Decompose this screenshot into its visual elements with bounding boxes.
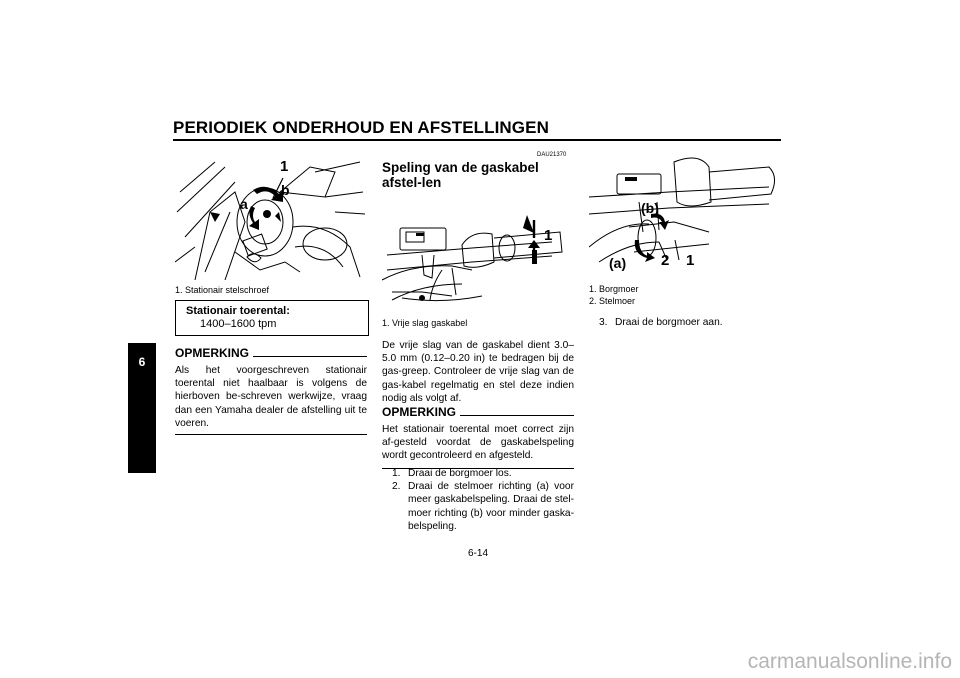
spec-label: Stationair toerental: <box>186 305 290 317</box>
step-item <box>599 316 781 329</box>
figure-caption: 1. Stationair stelschroef <box>175 285 270 295</box>
page-title: PERIODIEK ONDERHOUD EN AFSTELLINGEN <box>173 118 549 137</box>
note-heading-rule <box>253 356 367 357</box>
note-text: Het stationair toerental moet correct zijn af-gesteld voordat de gaskabelspeling wordt gecontroleerd en afgesteld. <box>382 424 574 462</box>
note-heading-text: OPMERKING <box>175 346 250 360</box>
label-b: b <box>281 182 290 198</box>
document-code: DAU21370 <box>537 152 567 158</box>
page-number: 6-14 <box>468 548 489 559</box>
throttle-body-drawing <box>175 152 365 280</box>
throttle-grip-illustration <box>382 200 574 312</box>
step-list <box>599 316 781 329</box>
label-a: (a) <box>609 255 627 271</box>
step-text: Draai de borgmoer aan. <box>615 317 723 328</box>
note-text: Als het voorgeschreven stationair toerental niet haalbaar is volgens de hierboven be-schreven werkwijze, vraag dan een Yamaha dealer de afstelling uit te voeren. <box>175 365 367 429</box>
step-number: 3. <box>599 317 608 328</box>
label-a: a <box>240 196 248 212</box>
step-list <box>392 467 574 533</box>
chapter-number: 6 <box>138 355 146 369</box>
note-block <box>175 346 367 435</box>
section-title: Speling van de gaskabel afstel-len <box>382 160 539 190</box>
intro-paragraph: De vrije slag van de gaskabel dient 3.0–5.0 mm (0.12–0.20 in) te bedragen bij de gas-greep. Controleer de vrije slag van de gas-kabel regelmatig en stel deze indien nodig als volgt af. <box>382 340 574 404</box>
note-heading-rule <box>460 415 574 416</box>
step-item <box>392 480 574 533</box>
figure-caption: 1. Borgmoer <box>589 284 639 294</box>
watermark: carmanualsonline.info <box>747 650 952 673</box>
idle-screw-illustration <box>175 152 365 280</box>
note-heading <box>382 405 574 419</box>
callout-1: 1 <box>544 227 553 244</box>
note-end-rule <box>175 434 367 435</box>
step-item <box>392 467 574 480</box>
callout-1: 1 <box>280 158 289 175</box>
lock-nut-illustration <box>589 152 781 280</box>
spec-value: 1400–1600 tpm <box>200 318 277 330</box>
chapter-tab <box>128 343 156 473</box>
note-heading-text: OPMERKING <box>382 405 457 419</box>
figure-caption: 2. Stelmoer <box>589 296 636 306</box>
note-block <box>382 405 574 469</box>
step-text: Draai de borgmoer los. <box>408 468 512 479</box>
callout-1: 1 <box>686 252 695 269</box>
step-number: 2. <box>392 481 401 493</box>
note-heading <box>175 346 367 360</box>
step-number: 1. <box>392 468 401 479</box>
title-rule <box>173 139 781 141</box>
figure-caption: 1. Vrije slag gaskabel <box>382 318 468 328</box>
label-b: (b) <box>641 200 659 216</box>
callout-2: 2 <box>661 252 670 269</box>
spec-box <box>175 300 369 336</box>
handlebar-drawing <box>382 200 574 312</box>
step-text: Draai de stelmoer richting (a) voor meer gaskabelspeling. Draai de stel-moer richting (b) voor minder gaska-belspeling. <box>408 481 574 532</box>
